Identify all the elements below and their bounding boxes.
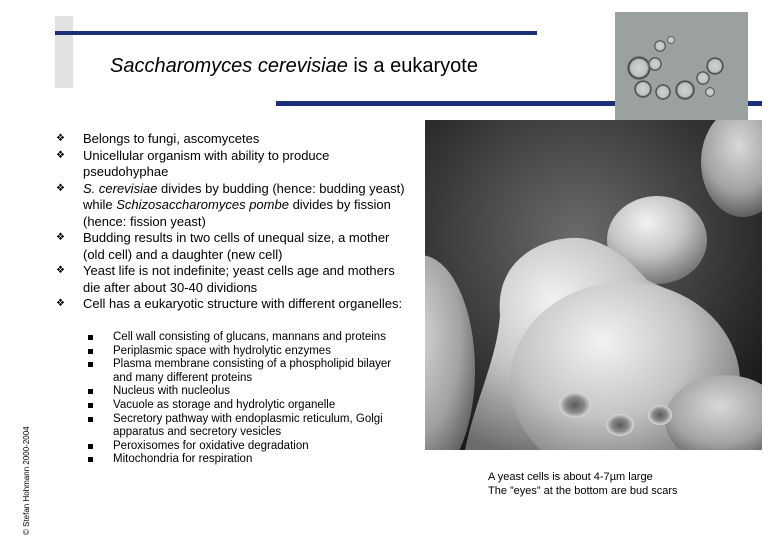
- sub-bullet-text: Mitochondria for respiration: [113, 453, 253, 466]
- sub-bullet-text: Cell wall consisting of glucans, mannans and proteins: [113, 331, 386, 343]
- square-bullet-icon: [88, 403, 93, 408]
- bullet-text-italic: Schizosaccharomyces pombe: [116, 197, 289, 212]
- square-bullet-icon: [88, 417, 93, 422]
- square-bullet-icon: [88, 335, 93, 340]
- slide-title: [110, 55, 478, 78]
- list-item: [56, 181, 406, 231]
- title-rest: is a eukaryote: [347, 55, 478, 77]
- sub-bullet-text: Periplasmic space with hydrolytic enzymes: [113, 344, 331, 357]
- caption-size-unit: m large: [616, 471, 653, 483]
- list-item: [56, 263, 406, 296]
- square-bullet-icon: [88, 349, 93, 354]
- square-bullet-icon: [88, 444, 93, 449]
- sub-list-item: [88, 399, 408, 413]
- decorative-vertical-bar: [55, 16, 73, 88]
- sub-list-item: [88, 358, 408, 385]
- sub-list-item: [88, 413, 408, 440]
- sub-bullet-text: Vacuole as storage and hydrolytic organelle: [113, 398, 336, 411]
- bullet-text: divides by budding (hence: budding yeast) while: [83, 180, 405, 212]
- caption-size-text: A yeast cells is about 4-7: [488, 471, 610, 483]
- bullet-text: Budding results in two cells of unequal size, a mother (old cell) and a daughter (new cell): [83, 230, 390, 262]
- sub-list-item: [88, 345, 408, 359]
- bullet-icon: ❖: [56, 133, 65, 144]
- sub-list-item: [88, 453, 408, 467]
- list-item: [56, 148, 406, 181]
- bullet-icon: ❖: [56, 232, 65, 243]
- electron-micrograph-image: [425, 120, 762, 450]
- sub-list-item: [88, 385, 408, 399]
- image-caption: [488, 470, 678, 498]
- sub-bullet-text: Peroxisomes for oxidative degradation: [113, 439, 309, 452]
- title-italic: Saccharomyces cerevisiae: [110, 55, 348, 77]
- organelle-sub-list: [88, 331, 408, 467]
- bullet-icon: ❖: [56, 182, 65, 194]
- sub-bullet-text: Nucleus with nucleolus: [113, 385, 230, 398]
- list-item: [56, 230, 406, 263]
- caption-line-2: The ”eyes” at the bottom are bud scars: [488, 485, 678, 497]
- bullet-text: Belongs to fungi, ascomycetes: [83, 131, 260, 146]
- caption-line-1: [488, 470, 678, 484]
- bullet-text: Cell has a eukaryotic structure with different organelles:: [83, 296, 403, 311]
- sub-list-item: [88, 331, 408, 345]
- caption-micro-symbol: µ: [609, 471, 617, 483]
- decorative-top-line: [55, 31, 537, 35]
- list-item: [56, 131, 406, 148]
- bullet-icon: ❖: [56, 298, 65, 309]
- main-bullet-list: [56, 131, 406, 313]
- bullet-text-italic: S. cerevisiae: [83, 180, 158, 196]
- bullet-text: Unicellular organism with ability to produce pseudohyphae: [83, 147, 330, 179]
- sub-list-item: [88, 440, 408, 454]
- list-item: [56, 296, 406, 313]
- bullet-icon: ❖: [56, 265, 65, 276]
- copyright-notice: © Stefan Hohmann 2000-2004: [22, 426, 31, 535]
- square-bullet-icon: [88, 362, 93, 367]
- square-bullet-icon: [88, 389, 93, 394]
- light-microscopy-image: [615, 12, 748, 122]
- bullet-text: Yeast life is not indefinite; yeast cells age and mothers die after about 30-40 dividions: [83, 263, 395, 295]
- bullet-text: divides by fission (hence: fission yeast): [83, 197, 391, 229]
- sub-bullet-text: Secretory pathway with endoplasmic reticulum, Golgi apparatus and secretory vesicles: [113, 412, 383, 439]
- square-bullet-icon: [88, 457, 93, 462]
- bullet-icon: ❖: [56, 149, 65, 161]
- sub-bullet-text: Plasma membrane consisting of a phospholipid bilayer and many different proteins: [113, 358, 392, 384]
